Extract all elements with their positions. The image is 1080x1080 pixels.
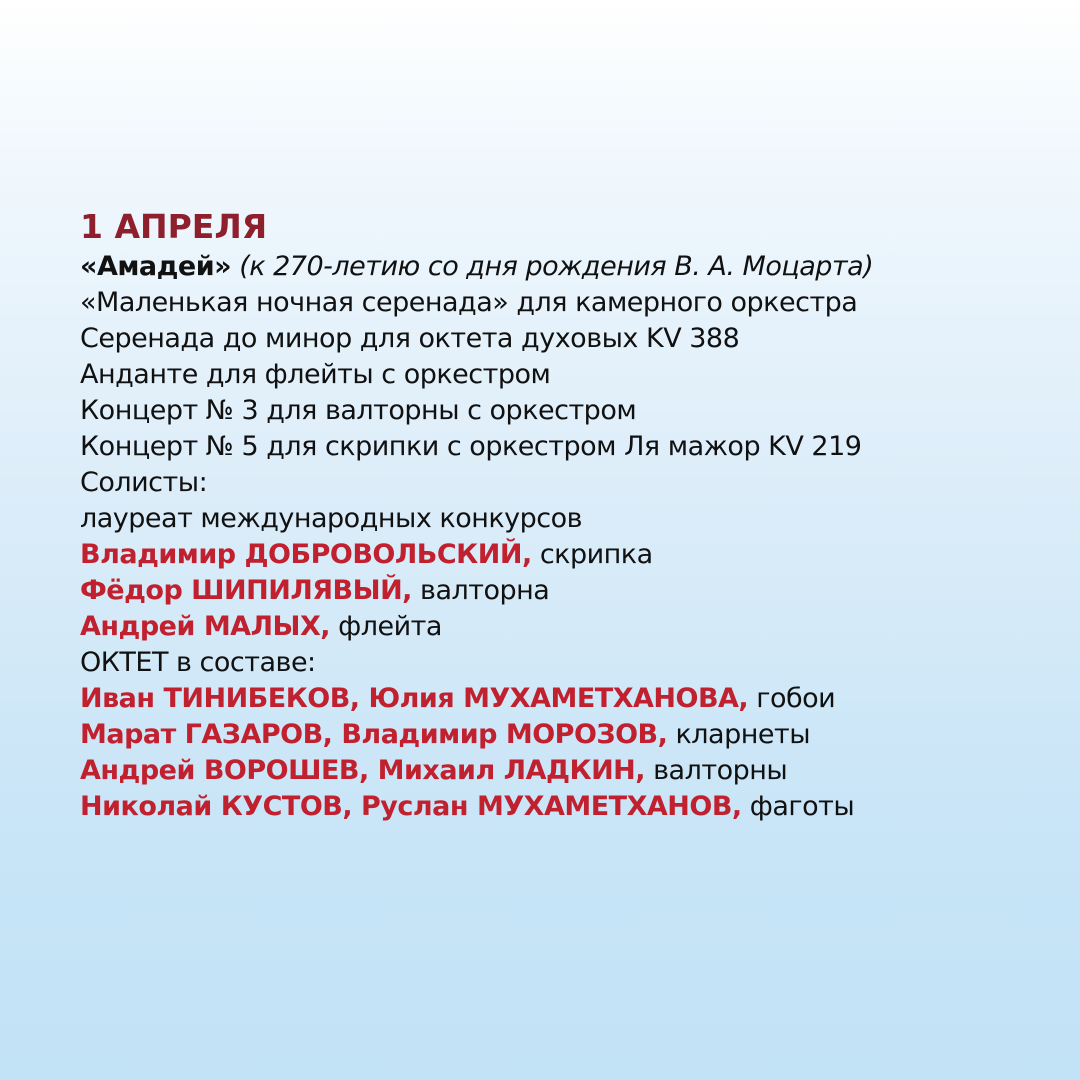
soloist-instrument: флейта xyxy=(338,611,442,642)
soloist-name: Фёдор ШИПИЛЯВЫЙ, xyxy=(80,575,412,606)
concert-name: «Амадей» xyxy=(80,251,232,282)
octet-row xyxy=(80,681,1040,717)
soloist-row xyxy=(80,537,1040,573)
octet-names: Андрей ВОРОШЕВ, Михаил ЛАДКИН, xyxy=(80,755,646,786)
octet-names: Иван ТИНИБЕКОВ, Юлия МУХАМЕТХАНОВА, xyxy=(80,683,749,714)
octet-heading: ОКТЕТ в составе: xyxy=(80,647,316,678)
program-item: Серенада до минор для октета духовых KV 388 xyxy=(80,323,740,354)
octet-instrument: фаготы xyxy=(749,791,855,822)
octet-names: Николай КУСТОВ, Руслан МУХАМЕТХАНОВ, xyxy=(80,791,742,822)
concert-date: 1 АПРЕЛЯ xyxy=(80,207,268,246)
soloist-instrument: скрипка xyxy=(539,539,653,570)
octet-names: Марат ГАЗАРОВ, Владимир МОРОЗОВ, xyxy=(80,719,668,750)
program-item: Анданте для флейты с оркестром xyxy=(80,359,551,390)
program-item: «Маленькая ночная серенада» для камерного оркестра xyxy=(80,287,858,318)
soloists-heading: Солисты: xyxy=(80,467,208,498)
octet-row xyxy=(80,753,1040,789)
soloist-row xyxy=(80,573,1040,609)
concert-subtitle: (к 270-летию со дня рождения В. А. Моцарта) xyxy=(239,251,874,282)
program-item: Концерт № 3 для валторны с оркестром xyxy=(80,395,637,426)
octet-row xyxy=(80,717,1040,753)
concert-title xyxy=(80,249,1040,285)
octet-instrument: гобои xyxy=(756,683,836,714)
octet-instrument: кларнеты xyxy=(675,719,811,750)
soloist-name: Владимир ДОБРОВОЛЬСКИЙ, xyxy=(80,539,532,570)
soloist-instrument: валторна xyxy=(420,575,550,606)
program-item: Концерт № 5 для скрипки с оркестром Ля мажор KV 219 xyxy=(80,431,862,462)
soloists-note: лауреат международных конкурсов xyxy=(80,503,583,534)
octet-row xyxy=(80,789,1040,825)
concert-announcement xyxy=(80,207,1040,825)
soloist-row xyxy=(80,609,1040,645)
octet-instrument: валторны xyxy=(653,755,788,786)
soloist-name: Андрей МАЛЫХ, xyxy=(80,611,331,642)
